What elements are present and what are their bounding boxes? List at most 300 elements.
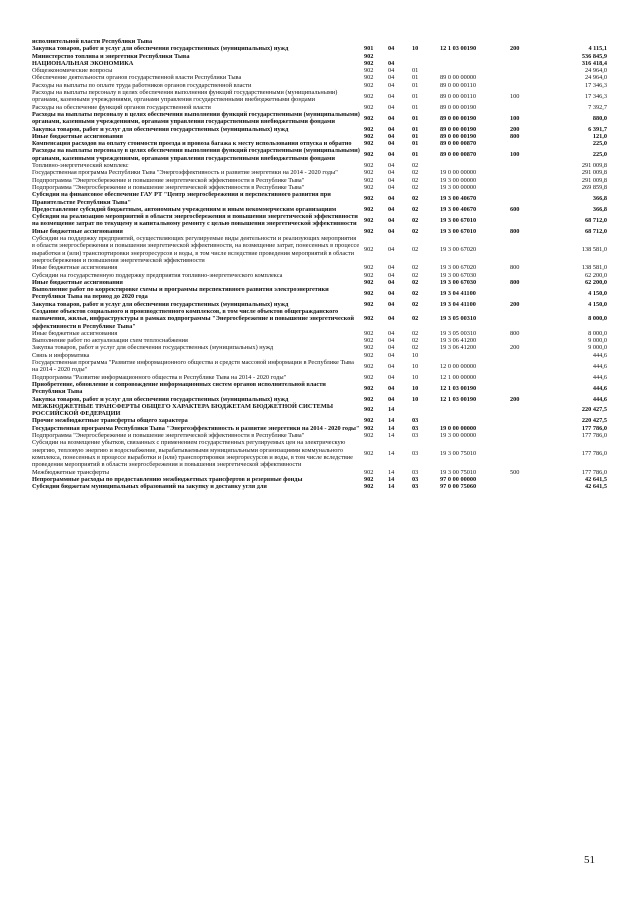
row-vr: 200 (510, 300, 520, 308)
row-name: Обеспечение деятельности органов государственной власти Республики Тыва (32, 74, 242, 82)
row-rz: 14 (388, 450, 395, 458)
row-name: Субсидии на финансовое обеспечение ГАУ РТ "Центр энергосбережения и перспективного развития при Правительстве Республики Тыва" (32, 191, 331, 206)
row-csr: 19 3 00 75010 (440, 450, 477, 458)
row-name: Закупка товаров, работ и услуг для обеспечения государственных (муниципальных) нужд (32, 45, 289, 53)
row-ved: 902 (364, 362, 374, 370)
row-rz: 04 (388, 384, 395, 392)
row-pr (412, 38, 440, 45)
row-rz: 04 (388, 125, 395, 133)
row-vr (510, 74, 550, 81)
row-name: Расходы на выплаты персоналу в целях обеспечения выполнения функций государственными (муниципальными) органами, казенными учреждениями, органами управления государственными внебюджетными фондами (32, 89, 338, 104)
row-rz: 14 (388, 475, 395, 483)
budget-document (32, 38, 607, 490)
row-vr (510, 140, 550, 147)
row-sum: 7 392,7 (588, 103, 607, 111)
table-row (32, 344, 607, 351)
row-pr: 01 (412, 151, 419, 159)
row-csr: 19 3 00 67030 (440, 271, 477, 279)
row-csr: 19 3 06 41200 (440, 344, 477, 352)
row-sum: 177 786,0 (581, 450, 607, 458)
row-ved: 902 (364, 151, 374, 159)
table-row (32, 213, 607, 228)
row-vr (510, 308, 550, 330)
row-pr: 01 (412, 81, 419, 89)
row-name: Создание объектов социального и производственного комплексов, в том числе объектов общегражданского назначения, жилья, инфраструктуры в рамках подпрограммы "Энергосбережение и повышение энергетической эффективности в Республике Тыва" (32, 307, 354, 330)
row-csr: 12 1 00 00000 (440, 373, 477, 381)
row-csr: 19 3 00 67010 (440, 216, 477, 224)
row-sum: 177 786,0 (581, 424, 607, 432)
row-ved: 901 (364, 45, 374, 53)
row-name: Иные бюджетные ассигнования (32, 278, 123, 286)
row-ved: 902 (364, 227, 374, 235)
table-row (32, 476, 607, 483)
row-pr: 10 (412, 384, 419, 392)
row-ved: 902 (364, 395, 374, 403)
row-pr: 01 (412, 114, 419, 122)
row-csr: 97 0 00 00000 (440, 475, 477, 483)
row-name: Подпрограмма "Энергосбережение и повышение энергетической эффективности в Республике Тыва" (32, 183, 305, 191)
row-ved: 902 (364, 483, 374, 491)
row-rz: 04 (388, 278, 395, 286)
row-csr: 19 3 04 41100 (440, 289, 476, 297)
row-ved: 902 (364, 245, 374, 253)
row-vr (510, 374, 550, 381)
table-row (32, 82, 607, 89)
row-csr: 12 0 00 00000 (440, 362, 477, 370)
row-sum: 6 391,7 (588, 125, 607, 133)
row-rz: 04 (388, 183, 395, 191)
row-rz: 04 (388, 300, 395, 308)
table-row (32, 45, 607, 52)
row-ved: 902 (364, 67, 374, 75)
row-name: МЕЖБЮДЖЕТНЫЕ ТРАНСФЕРТЫ ОБЩЕГО ХАРАКТЕРА БЮДЖЕТАМ БЮДЖЕТНОЙ СИСТЕМЫ РОССИЙСКОЙ ФЕДЕРАЦИИ (32, 402, 334, 418)
row-vr (510, 272, 550, 279)
row-sum: 291 009,8 (581, 162, 607, 170)
row-pr: 03 (412, 424, 419, 432)
table-row (32, 147, 607, 162)
table-row (32, 235, 607, 264)
row-name: Предоставление субсидий бюджетным, автономным учреждениям и иным некоммерческим организациям (32, 205, 337, 213)
row-pr: 02 (412, 300, 419, 308)
row-rz: 04 (388, 81, 395, 89)
row-pr: 02 (412, 216, 419, 224)
row-sum: 8 000,0 (588, 329, 607, 337)
row-sum: 42 641,5 (584, 475, 607, 483)
row-vr: 200 (510, 45, 520, 53)
row-csr: 19 3 00 40670 (440, 194, 477, 202)
row-rz: 04 (388, 169, 395, 177)
row-sum: 225,0 (592, 140, 607, 148)
row-name: Межбюджетные трансферты (32, 468, 110, 476)
row-rz: 14 (388, 432, 395, 440)
row-ved: 902 (364, 132, 374, 140)
row-sum: 444,6 (592, 395, 607, 403)
row-rz: 04 (388, 329, 395, 337)
row-pr: 10 (412, 45, 419, 53)
row-name: Иные бюджетные ассигнования (32, 329, 118, 337)
row-name: Субсидии на возмещение убытков, связанных с применением государственных регулируемых цен на электрическую энергию, тепловую энергию и водоснабжение, вырабатываемыми муниципальными организациями коммунального комплекса, понесенных в процессе выработки и (или) транспортировки энергоресурсов и воды, в том числе вследствие проведения мероприятий в области энергосбережения и повышения энергетической эффективности (32, 439, 353, 469)
budget-table-body (32, 38, 607, 490)
table-row (32, 126, 607, 133)
row-rz (388, 38, 412, 45)
row-sum: 444,6 (592, 362, 607, 370)
row-csr: 89 0 00 00870 (440, 140, 477, 148)
row-ved: 902 (364, 205, 374, 213)
row-name: Выполнение работ по корректировке схемы и программы перспективного развития электроэнергетики Республики Тыва на период до 2020 года (32, 286, 329, 301)
row-rz: 04 (388, 245, 395, 253)
row-vr (510, 184, 550, 191)
row-csr: 19 3 06 41200 (440, 337, 477, 345)
table-row (32, 169, 607, 176)
row-sum: 444,6 (592, 384, 607, 392)
row-ved: 902 (364, 300, 374, 308)
row-rz: 04 (388, 289, 395, 297)
table-row (32, 432, 607, 439)
row-rz: 04 (388, 114, 395, 122)
row-vr (510, 235, 550, 264)
row-ved: 902 (364, 216, 374, 224)
row-vr (510, 439, 550, 468)
row-sum (550, 38, 607, 45)
row-pr: 10 (412, 373, 419, 381)
row-rz: 04 (388, 45, 395, 53)
table-row (32, 483, 607, 490)
row-ved: 902 (364, 417, 374, 425)
row-csr: 89 0 00 00870 (440, 151, 477, 159)
row-rz: 04 (388, 315, 395, 323)
row-vr (510, 417, 550, 424)
row-pr: 02 (412, 271, 419, 279)
row-name: Закупка товаров, работ и услуг для обеспечения государственных (муниципальных) нужд (32, 344, 274, 352)
row-ved: 902 (364, 169, 374, 177)
row-ved: 902 (364, 406, 374, 414)
row-vr (510, 82, 550, 89)
row-csr (440, 352, 510, 359)
row-pr: 02 (412, 344, 419, 352)
row-pr: 02 (412, 183, 419, 191)
row-csr: 19 3 00 75010 (440, 468, 477, 476)
table-row (32, 374, 607, 381)
row-vr (510, 337, 550, 344)
row-vr: 200 (510, 395, 520, 403)
row-pr: 01 (412, 67, 419, 75)
row-name: Приобретение, обновление и сопровождение информационных систем органов исполнительной власти Республики Тыва (32, 380, 326, 396)
row-csr: 19 3 05 00310 (440, 315, 477, 323)
table-row (32, 177, 607, 184)
row-ved: 902 (364, 194, 374, 202)
table-row (32, 264, 607, 271)
row-vr (510, 162, 550, 169)
row-rz: 04 (388, 264, 395, 272)
row-sum: 138 581,0 (581, 264, 607, 272)
row-rz: 04 (388, 67, 395, 75)
row-vr (510, 104, 550, 111)
row-csr (440, 53, 510, 60)
row-vr (510, 425, 550, 432)
row-rz: 14 (388, 417, 395, 425)
row-vr: 100 (510, 114, 520, 122)
row-rz: 04 (388, 216, 395, 224)
row-pr: 10 (412, 362, 419, 370)
row-ved: 902 (364, 103, 374, 111)
row-csr: 89 0 00 00000 (440, 74, 477, 82)
row-ved: 902 (364, 337, 374, 345)
row-csr (440, 162, 510, 169)
row-csr (440, 403, 510, 418)
row-vr: 800 (510, 278, 520, 286)
row-vr: 800 (510, 264, 520, 272)
row-csr: 89 0 00 00190 (440, 103, 477, 111)
row-csr: 97 0 00 75060 (440, 483, 477, 491)
row-ved: 902 (364, 81, 374, 89)
row-vr: 800 (510, 227, 520, 235)
row-pr: 02 (412, 176, 419, 184)
row-name: Закупка товаров, работ и услуг для обеспечения государственных (муниципальных) нужд (32, 125, 289, 133)
row-csr: 19 0 00 00000 (440, 424, 477, 432)
table-row (32, 89, 607, 104)
table-row (32, 272, 607, 279)
row-pr: 02 (412, 337, 419, 345)
row-pr: 02 (412, 245, 419, 253)
table-row (32, 140, 607, 147)
row-csr (440, 417, 510, 424)
row-name: Компенсация расходов на оплату стоимости проезда и провоза багажа к месту использования отпуска и обратно (32, 140, 352, 148)
row-vr: 800 (510, 329, 520, 337)
row-pr: 01 (412, 74, 419, 82)
table-row (32, 330, 607, 337)
row-name: Закупка товаров, работ и услуг для обеспечения государственных (муниципальных) нужд (32, 395, 289, 403)
row-name: Министерство топлива и энергетики Республики Тыва (32, 52, 190, 60)
row-ved: 902 (364, 125, 374, 133)
row-pr: 10 (412, 395, 419, 403)
row-csr: 19 3 00 40670 (440, 205, 477, 213)
row-rz: 04 (388, 337, 395, 345)
row-ved: 902 (364, 289, 374, 297)
row-ved: 902 (364, 264, 374, 272)
row-sum: 269 859,8 (581, 183, 607, 191)
row-vr: 100 (510, 151, 520, 159)
row-pr: 01 (412, 125, 419, 133)
row-csr (440, 38, 510, 45)
row-name: Субсидии бюджетам муниципальных образований на закупку и доставку угля для (32, 483, 267, 491)
row-pr: 03 (412, 450, 419, 458)
row-sum: 68 712,0 (584, 216, 607, 224)
row-name: Связь и информатика (32, 351, 90, 359)
row-sum: 9 000,0 (588, 337, 607, 345)
row-pr: 02 (412, 289, 419, 297)
row-ved: 902 (364, 468, 374, 476)
page-number: 51 (584, 854, 595, 866)
row-csr: 12 1 03 00190 (440, 384, 477, 392)
row-sum: 220 427,5 (581, 406, 607, 414)
table-row (32, 337, 607, 344)
row-csr: 89 0 00 00190 (440, 132, 477, 140)
table-row (32, 228, 607, 235)
table-row (32, 279, 607, 286)
table-row (32, 133, 607, 140)
row-ved: 902 (364, 114, 374, 122)
table-row (32, 396, 607, 403)
row-name: Выполнение работ по актуализации схем теплоснабжения (32, 337, 188, 345)
row-rz: 04 (388, 194, 395, 202)
row-pr (412, 60, 440, 67)
row-name: Субсидии на государственную поддержку предприятия топливно-энергетического комплекса (32, 271, 283, 279)
row-csr: 19 3 05 00310 (440, 329, 477, 337)
table-row (32, 184, 607, 191)
row-vr (510, 177, 550, 184)
row-rz: 04 (388, 162, 395, 170)
row-rz: 14 (388, 424, 395, 432)
row-pr (412, 403, 440, 418)
table-row (32, 381, 607, 396)
row-csr: 19 3 00 67020 (440, 264, 477, 272)
row-vr (510, 60, 550, 67)
table-row (32, 425, 607, 432)
row-csr: 19 3 00 00000 (440, 432, 477, 440)
row-ved: 902 (364, 351, 374, 359)
row-pr: 01 (412, 140, 419, 148)
table-row (32, 352, 607, 359)
table-row (32, 67, 607, 74)
row-pr: 03 (412, 468, 419, 476)
row-csr: 89 0 00 00110 (440, 92, 476, 100)
row-csr: 89 0 00 00110 (440, 81, 476, 89)
row-sum: 68 712,0 (584, 227, 607, 235)
row-name: Топливно-энергетический комплекс (32, 162, 129, 170)
row-name: Общеэкономические вопросы (32, 67, 113, 75)
row-name: Субсидии на реализацию мероприятий в области энергосбережения и повышения энергетической эффективности на возмещение затрат по текущему и капитальному ремонту с целью повышения энергетической эффективности (32, 213, 358, 228)
row-csr: 19 3 00 67030 (440, 278, 477, 286)
row-name: Иные бюджетные ассигнования (32, 264, 118, 272)
table-row (32, 308, 607, 330)
row-ved: 902 (364, 278, 374, 286)
row-csr: 12 1 03 00190 (440, 45, 477, 53)
row-csr: 19 3 00 00000 (440, 176, 477, 184)
row-sum: 444,6 (592, 351, 607, 359)
row-pr: 02 (412, 264, 419, 272)
row-vr: 100 (510, 92, 520, 100)
row-vr: 800 (510, 132, 520, 140)
row-name: Расходы на обеспечение функций органов государственной власти (32, 103, 211, 111)
table-row (32, 206, 607, 213)
row-vr (510, 359, 550, 374)
row-vr (510, 286, 550, 301)
row-sum: 24 964,0 (584, 67, 607, 75)
row-ved: 902 (364, 373, 374, 381)
row-sum: 4 150,0 (588, 289, 607, 297)
row-sum: 62 200,0 (584, 271, 607, 279)
row-name: НАЦИОНАЛЬНАЯ ЭКОНОМИКА (32, 59, 134, 67)
row-csr: 19 3 00 00000 (440, 183, 477, 191)
row-sum: 177 786,0 (581, 432, 607, 440)
row-ved: 902 (364, 162, 374, 170)
row-sum: 17 346,3 (584, 92, 607, 100)
row-ved: 902 (364, 475, 374, 483)
row-sum: 138 581,0 (581, 245, 607, 253)
table-row (32, 417, 607, 424)
row-vr (510, 38, 550, 45)
row-csr: 89 0 00 00190 (440, 125, 477, 133)
table-row (32, 191, 607, 206)
row-rz: 04 (388, 74, 395, 82)
row-sum: 444,6 (592, 373, 607, 381)
row-csr: 19 0 00 00000 (440, 169, 477, 177)
row-ved: 902 (364, 450, 374, 458)
row-pr: 03 (412, 432, 419, 440)
row-vr (510, 403, 550, 418)
table-row (32, 104, 607, 111)
table-row (32, 286, 607, 301)
row-csr (440, 67, 510, 74)
row-name: Прочие межбюджетные трансферты общего характера (32, 417, 188, 425)
row-pr: 02 (412, 278, 419, 286)
row-vr (510, 483, 550, 490)
row-vr (510, 213, 550, 228)
row-pr: 02 (412, 162, 419, 170)
row-pr (412, 53, 440, 60)
row-rz: 14 (388, 468, 395, 476)
row-vr (510, 169, 550, 176)
row-pr: 10 (412, 351, 419, 359)
row-name: Государственная программа Республики Тыва "Энергоэффективность и развитие энергетики на 2014 - 2020 годы" (32, 169, 338, 177)
row-csr: 19 3 00 67020 (440, 245, 477, 253)
row-sum: 121,0 (592, 132, 607, 140)
row-vr (510, 53, 550, 60)
table-row (32, 60, 607, 67)
row-name: Подпрограмма "Развитие информационного общества в Республике Тыва на 2014 - 2020 годы" (32, 373, 287, 381)
row-rz: 04 (388, 140, 395, 148)
row-csr: 19 3 00 67010 (440, 227, 477, 235)
row-vr: 200 (510, 125, 520, 133)
row-sum: 291 009,8 (581, 176, 607, 184)
row-pr: 02 (412, 194, 419, 202)
row-vr (510, 476, 550, 483)
row-name: Закупка товаров, работ и услуг для обеспечения государственных (муниципальных) нужд (32, 300, 289, 308)
row-name: Иные бюджетные ассигнования (32, 227, 123, 235)
row-sum: 366,8 (592, 205, 607, 213)
row-sum: 8 000,0 (588, 315, 607, 323)
row-vr (510, 432, 550, 439)
row-sum: 536 845,9 (581, 52, 607, 60)
row-vr: 200 (510, 344, 520, 352)
table-row (32, 301, 607, 308)
row-vr: 500 (510, 468, 520, 476)
row-sum: 4 115,1 (588, 45, 607, 53)
row-sum: 316 418,4 (581, 59, 607, 67)
table-row (32, 469, 607, 476)
row-rz: 04 (388, 344, 395, 352)
row-rz: 04 (388, 103, 395, 111)
row-vr (510, 352, 550, 359)
row-ved: 902 (364, 315, 374, 323)
row-ved (364, 38, 388, 45)
row-pr: 01 (412, 92, 419, 100)
table-row (32, 74, 607, 81)
row-sum: 17 346,3 (584, 81, 607, 89)
row-pr: 02 (412, 315, 419, 323)
row-pr: 01 (412, 103, 419, 111)
row-sum: 4 150,0 (588, 300, 607, 308)
row-rz: 04 (388, 205, 395, 213)
table-row (32, 38, 607, 45)
row-name: Подпрограмма "Энергосбережение и повышение энергетической эффективности в Республике Тыва" (32, 176, 305, 184)
row-csr: 19 3 04 41100 (440, 300, 476, 308)
row-rz: 04 (388, 92, 395, 100)
row-vr (510, 381, 550, 396)
row-pr: 03 (412, 475, 419, 483)
row-pr: 02 (412, 227, 419, 235)
table-row (32, 439, 607, 468)
